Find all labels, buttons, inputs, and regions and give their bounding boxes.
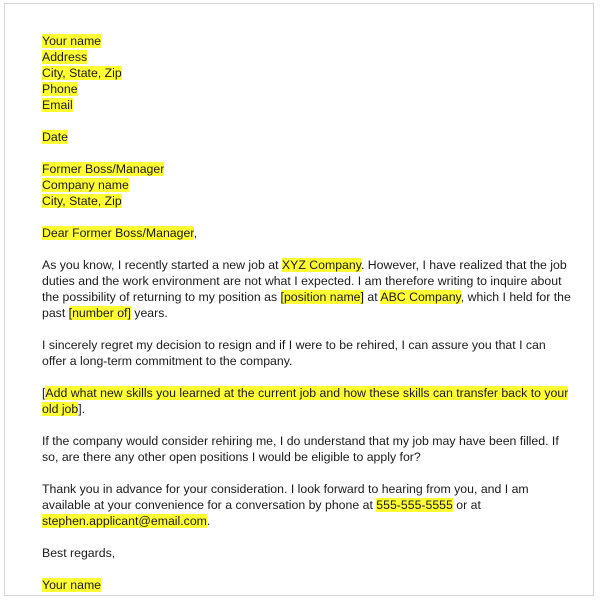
position-name-placeholder: [position name] — [280, 290, 364, 304]
paragraph-2: I sincerely regret my decision to resign and if I were to be rehired, I can assure you that I can offer a long-term commitment to the company. — [42, 338, 546, 368]
salutation — [42, 225, 572, 241]
date-block — [42, 129, 572, 145]
email-address-placeholder: stephen.applicant@email.com — [42, 514, 207, 528]
paragraph-1-text-c: at — [363, 290, 381, 304]
salutation-comma: , — [193, 226, 198, 240]
sender-phone: Phone — [42, 82, 78, 96]
sender-address: Address — [42, 50, 88, 64]
paragraph-1 — [42, 257, 572, 321]
signature-name: Your name — [42, 578, 102, 592]
closing: Best regards, — [42, 546, 116, 560]
phone-number-placeholder: 555-555-5555 — [376, 498, 453, 512]
salutation-name: Dear Former Boss/Manager — [42, 226, 194, 240]
recipient-block — [42, 161, 572, 209]
paragraph-1-text-b: . However, I have realized that the job duties and the work environment are not what I expected. I am therefore writing to inquire about the possibility of returning to my position as — [42, 258, 567, 304]
sender-email: Email — [42, 98, 73, 112]
document-page — [4, 3, 594, 596]
recipient-city-state-zip: City, State, Zip — [42, 194, 122, 208]
sender-city-state-zip: City, State, Zip — [42, 66, 122, 80]
former-company-placeholder: ABC Company — [380, 290, 461, 304]
paragraph-3-open-bracket: [ — [42, 386, 46, 400]
recipient-name: Former Boss/Manager — [42, 162, 165, 176]
sender-name: Your name — [42, 34, 102, 48]
paragraph-3-close-bracket: ]. — [78, 402, 86, 416]
paragraph-5-text-a: Thank you in advance for your consideration. I look forward to hearing from you, and I am available at your convenience for a conversation by phone at — [42, 482, 529, 512]
new-skills-placeholder: Add what new skills you learned at the current job and how these skills can transfer back to your old job — [42, 386, 569, 416]
letter-body — [42, 33, 572, 593]
paragraph-3 — [42, 385, 572, 417]
signature-line — [42, 577, 572, 593]
paragraph-1-text-a: As you know, I recently started a new job at — [42, 258, 282, 272]
new-company-placeholder: XYZ Company — [281, 258, 361, 272]
years-placeholder: [number of] — [68, 306, 131, 320]
paragraph-1-text-d: , which I held for the past — [42, 290, 571, 320]
paragraph-4: If the company would consider rehiring me, I do understand that my job may have been filled. If so, are there any other open positions I would be eligible to apply for? — [42, 434, 559, 464]
paragraph-5 — [42, 481, 572, 529]
paragraph-5-text-b: or at — [452, 498, 481, 512]
sender-block — [42, 33, 572, 113]
paragraph-5-text-c: . — [206, 514, 211, 528]
recipient-company: Company name — [42, 178, 129, 192]
paragraph-1-text-e: years. — [130, 306, 168, 320]
letter-date: Date — [42, 130, 68, 144]
